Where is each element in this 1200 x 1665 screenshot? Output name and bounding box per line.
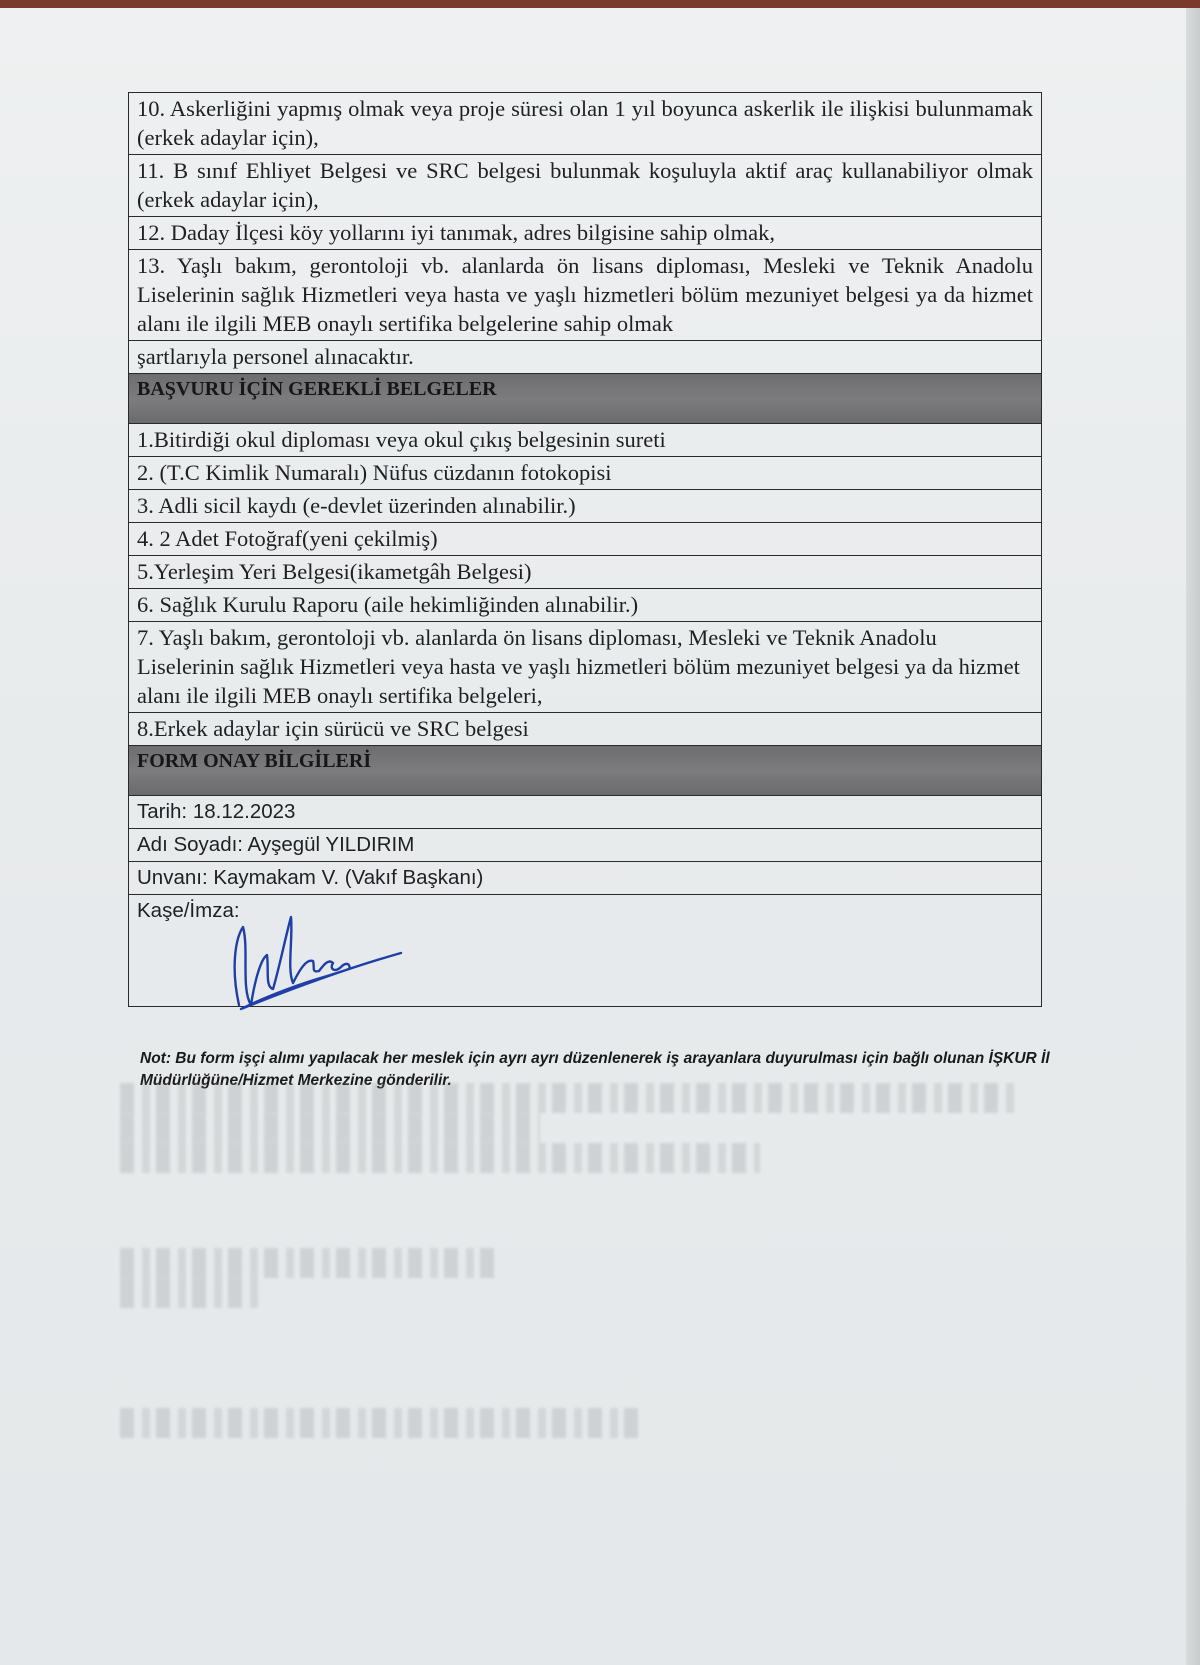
documents-section-header: BAŞVURU İÇİN GEREKLİ BELGELER (129, 374, 1042, 424)
document-item: 6. Sağlık Kurulu Raporu (aile hekimliğinden alınabilir.) (129, 589, 1042, 622)
document-page (0, 8, 1200, 1665)
requirement-row-13: 13. Yaşlı bakım, gerontoloji vb. alanlarda ön lisans diploması, Mesleki ve Teknik Anadolu Liselerinin sağlık Hizmetleri veya hasta ve yaşlı hizmetleri bölüm mezuniyet belgesi ya da hizmet alanı ile ilgili MEB onaylı sertifika belgelerine sahip olmak (129, 250, 1042, 341)
bleed-through-text (120, 1083, 1020, 1113)
application-form-table (128, 92, 1042, 1007)
approval-name-row: Adı Soyadı: Ayşegül YILDIRIM (129, 829, 1042, 862)
bleed-through-text (120, 1248, 500, 1278)
form-note: Not: Bu form işçi alımı yapılacak her meslek için ayrı ayrı düzenlenerek iş arayanlara duyurulması için bağlı olunan İŞKUR İl Müdürlüğüne/Hizmet Merkezine gönderilir. (140, 1050, 1050, 1089)
handwritten-signature (221, 909, 411, 1015)
bleed-through-text (120, 1408, 640, 1438)
signature-row (129, 895, 1042, 1007)
requirement-row-12: 12. Daday İlçesi köy yollarını iyi tanımak, adres bilgisine sahip olmak, (129, 217, 1042, 250)
document-item: 4. 2 Adet Fotoğraf(yeni çekilmiş) (129, 523, 1042, 556)
approval-date-row: Tarih: 18.12.2023 (129, 796, 1042, 829)
requirement-row-10: 10. Askerliğini yapmış olmak veya proje süresi olan 1 yıl boyunca askerlik ile ilişkisi bulunmamak (erkek adaylar için), (129, 93, 1042, 155)
document-item: 5.Yerleşim Yeri Belgesi(ikametgâh Belgesi) (129, 556, 1042, 589)
requirement-row-11: 11. B sınıf Ehliyet Belgesi ve SRC belgesi bulunmak koşuluyla aktif araç kullanabiliyor olmak (erkek adaylar için), (129, 155, 1042, 217)
document-item: 1.Bitirdiği okul diploması veya okul çıkış belgesinin sureti (129, 424, 1042, 457)
document-item: 2. (T.C Kimlik Numaralı) Nüfus cüzdanın fotokopisi (129, 457, 1042, 490)
paper-edge (1186, 8, 1200, 1665)
signature-label: Kaşe/İmza: (137, 899, 240, 922)
document-item: 8.Erkek adaylar için sürücü ve SRC belgesi (129, 713, 1042, 746)
bleed-through-text (120, 1143, 760, 1173)
bleed-through-text (120, 1278, 260, 1308)
approval-title-row: Unvanı: Kaymakam V. (Vakıf Başkanı) (129, 862, 1042, 895)
requirement-closing-row: şartlarıyla personel alınacaktır. (129, 341, 1042, 374)
approval-section-header: FORM ONAY BİLGİLERİ (129, 746, 1042, 796)
bleed-through-text (120, 1113, 540, 1143)
document-item: 3. Adli sicil kaydı (e-devlet üzerinden alınabilir.) (129, 490, 1042, 523)
document-item: 7. Yaşlı bakım, gerontoloji vb. alanlarda ön lisans diploması, Mesleki ve Teknik Anadolu Liselerinin sağlık Hizmetleri veya hasta ve yaşlı hizmetleri bölüm mezuniyet belgesi ya da hizmet alanı ile ilgili MEB onaylı sertifika belgeleri, (129, 622, 1042, 713)
